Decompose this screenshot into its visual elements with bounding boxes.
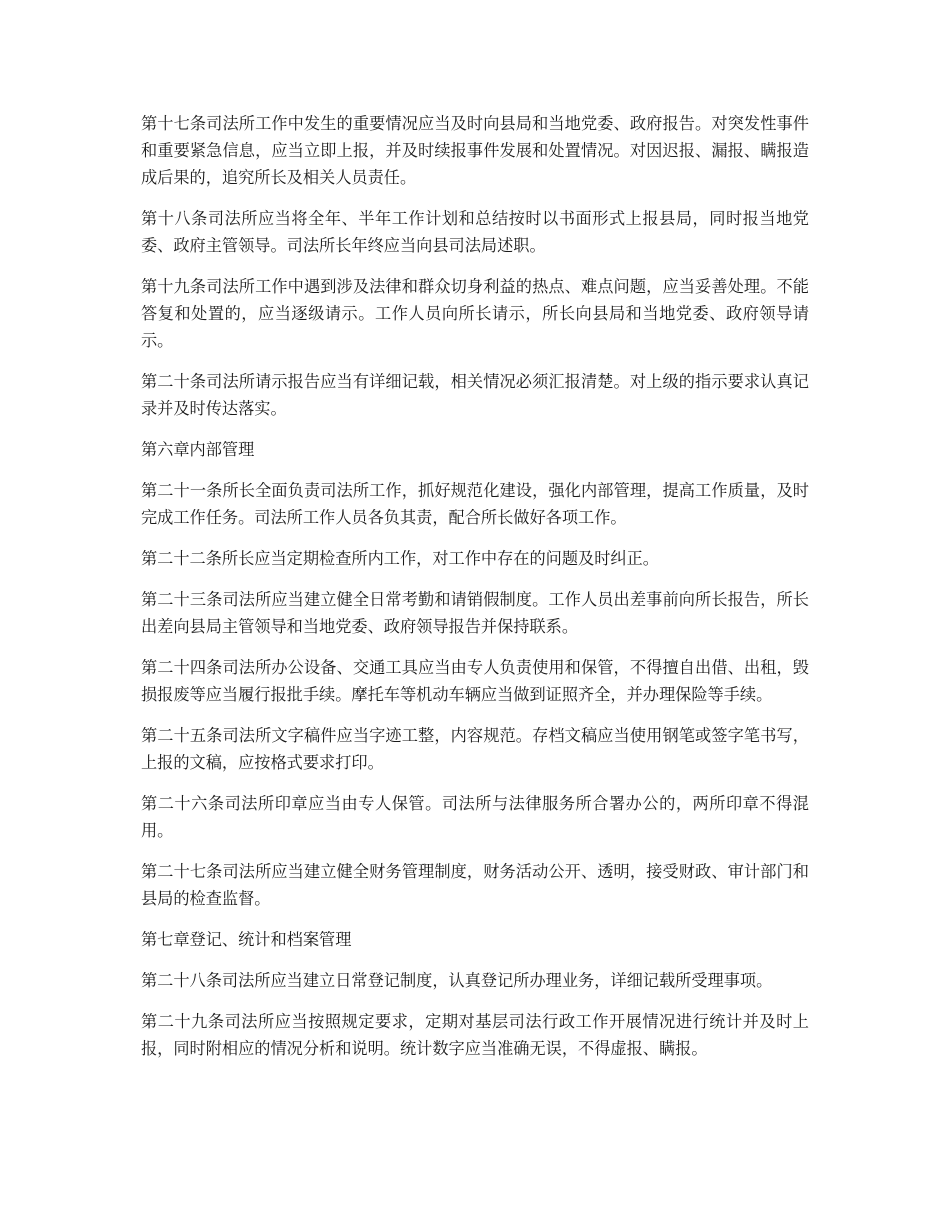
article-29: 第二十九条司法所应当按照规定要求，定期对基层司法行政工作开展情况进行统计并及时上报，同时附相应的情况分析和说明。统计数字应当准确无误，不得虚报、瞒报。 — [141, 1012, 809, 1058]
article-20: 第二十条司法所请示报告应当有详细记载，相关情况必须汇报清楚。对上级的指示要求认真记录并及时传达落实。 — [141, 372, 809, 418]
article-25: 第二十五条司法所文字稿件应当字迹工整，内容规范。存档文稿应当使用钢笔或签字笔书写，上报的文稿，应按格式要求打印。 — [141, 726, 809, 772]
article-24: 第二十四条司法所办公设备、交通工具应当由专人负责使用和保管，不得擅自出借、出租，毁损报废等应当履行报批手续。摩托车等机动车辆应当做到证照齐全，并办理保险等手续。 — [141, 658, 809, 704]
article-23: 第二十三条司法所应当建立健全日常考勤和请销假制度。工作人员出差事前向所长报告，所长出差向县局主管领导和当地党委、政府领导报告并保持联系。 — [141, 590, 809, 636]
article-22: 第二十二条所长应当定期检查所内工作，对工作中存在的问题及时纠正。 — [141, 549, 659, 568]
document-body — [141, 110, 809, 1076]
article-19: 第十九条司法所工作中遇到涉及法律和群众切身利益的热点、难点问题，应当妥善处理。不能答复和处置的，应当逐级请示。工作人员向所长请示，所长向县局和当地党委、政府领导请示。 — [141, 277, 809, 350]
chapter-6-heading: 第六章内部管理 — [141, 440, 255, 459]
article-27: 第二十七条司法所应当建立健全财务管理制度，财务活动公开、透明，接受财政、审计部门和县局的检查监督。 — [141, 862, 809, 908]
article-26: 第二十六条司法所印章应当由专人保管。司法所与法律服务所合署办公的，两所印章不得混用。 — [141, 794, 809, 840]
article-18: 第十八条司法所应当将全年、半年工作计划和总结按时以书面形式上报县局，同时报当地党委、政府主管领导。司法所长年终应当向县司法局述职。 — [141, 209, 809, 255]
article-28: 第二十八条司法所应当建立日常登记制度，认真登记所办理业务，详细记载所受理事项。 — [141, 971, 773, 990]
article-21: 第二十一条所长全面负责司法所工作，抓好规范化建设，强化内部管理，提高工作质量，及时完成工作任务。司法所工作人员各负其责，配合所长做好各项工作。 — [141, 481, 809, 527]
article-17: 第十七条司法所工作中发生的重要情况应当及时向县局和当地党委、政府报告。对突发性事件和重要紧急信息，应当立即上报，并及时续报事件发展和处置情况。对因迟报、漏报、瞒报造成后果的，追究所长及相关人员责任。 — [141, 114, 809, 187]
chapter-7-heading: 第七章登记、统计和档案管理 — [141, 930, 352, 949]
